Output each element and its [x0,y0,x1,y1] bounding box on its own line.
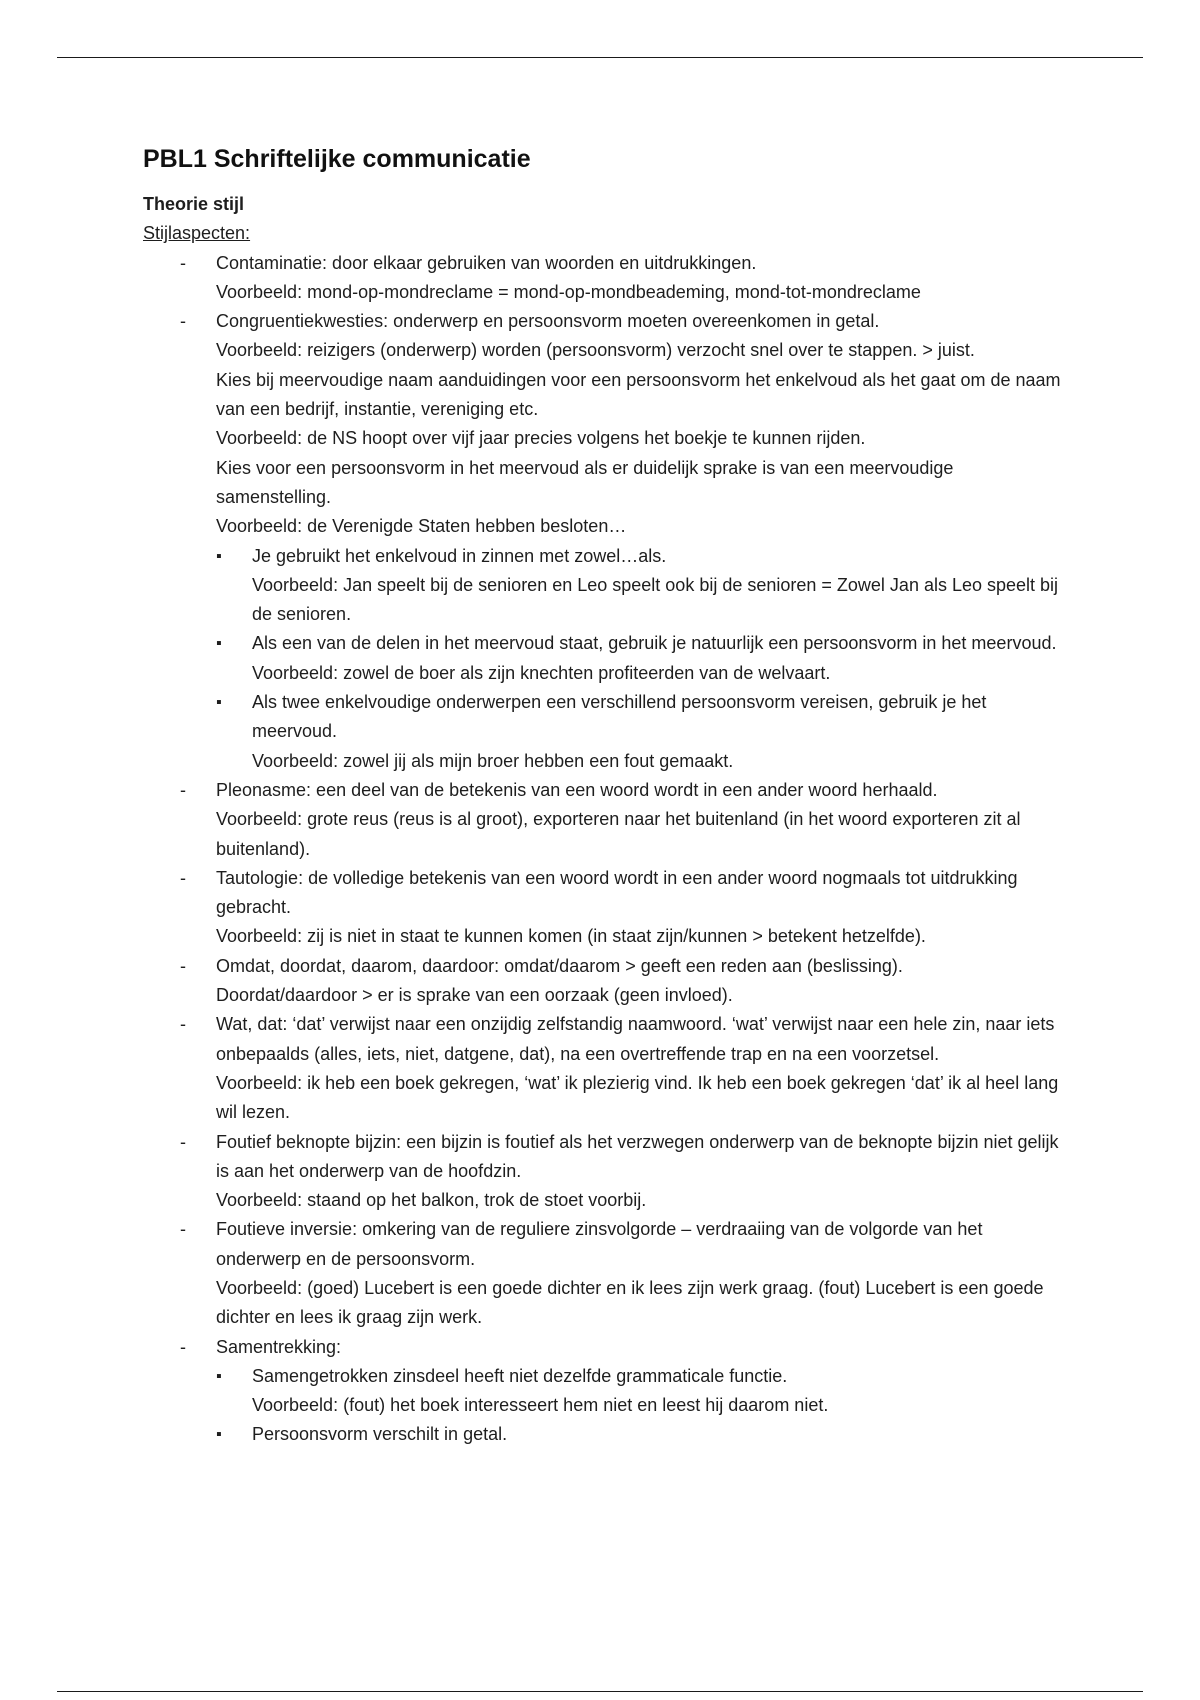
item-line: Voorbeeld: de Verenigde Staten hebben besloten… [216,516,627,537]
item-line: Voorbeeld: grote reus (reus is al groot), exporteren naar het buitenland (in het woord exporteren zit al buitenland). [216,809,1021,859]
sub-item-text: ▪ Samengetrokken zinsdeel heeft niet dezelfde grammaticale functie. [252,1365,788,1386]
item-text: - Samentrekking: [216,1336,342,1357]
item-line: Voorbeeld: reizigers (onderwerp) worden (persoonsvorm) verzocht snel over te stappen. > juist. [216,340,975,361]
sub-item-text: ▪ Je gebruikt het enkelvoud in zinnen met zowel…als. [252,545,667,566]
item-line: Voorbeeld: de NS hoopt over vijf jaar precies volgens het boekje te kunnen rijden. [216,428,866,449]
list-item [143,249,1063,308]
sub-list [216,542,1063,776]
list-item [143,1215,1063,1332]
header-rule [57,57,1143,58]
section-heading: Theorie stijl [143,194,245,214]
sub-list-item [216,1362,1063,1421]
list-item [143,1333,1063,1450]
list-item [143,776,1063,864]
item-text: - Wat, dat: ‘dat’ verwijst naar een onzijdig zelfstandig naamwoord. ‘wat’ verwijst naar een hele zin, naar iets onbepaalds (alles, iets, niet, datgene, dat), na een overtreffende trap en na een voorzetsel. [216,1014,1055,1064]
sub-list-item [216,629,1063,688]
item-text: - Pleonasme: een deel van de betekenis van een woord wordt in een ander woord herhaald. [216,779,938,800]
sub-list [216,1362,1063,1450]
item-text: - Foutief beknopte bijzin: een bijzin is foutief als het verzwegen onderwerp van de beknopte bijzin niet gelijk is aan het onderwerp van de hoofdzin. [216,1131,1059,1181]
item-line: Voorbeeld: (goed) Lucebert is een goede dichter en ik lees zijn werk graag. (fout) Lucebert is een goede dichter en lees ik graag zijn werk. [216,1277,1044,1328]
document-body [143,142,1063,1450]
sub-item-text: ▪ Persoonsvorm verschilt in getal. [252,1424,508,1445]
item-text: - Tautologie: de volledige betekenis van een woord wordt in een ander woord nogmaals tot uitdrukking gebracht. [216,867,1018,918]
sub-list-item [216,542,1063,630]
sub-item-line: Voorbeeld: (fout) het boek interesseert hem niet en leest hij daarom niet. [252,1395,829,1416]
sub-item-text: ▪ Als twee enkelvoudige onderwerpen een verschillend persoonsvorm vereisen, gebruik je het meervoud. [252,692,987,742]
item-line: Kies bij meervoudige naam aanduidingen voor een persoonsvorm het enkelvoud als het gaat om de naam van een bedrijf, instantie, vereniging etc. [216,369,1061,420]
sub-list-item [216,688,1063,776]
subsection-heading: Stijlaspecten: [143,223,251,244]
item-text: - Congruentiekwesties: onderwerp en persoonsvorm moeten overeenkomen in getal. [216,311,880,332]
item-text: - Foutieve inversie: omkering van de reguliere zinsvolgorde – verdraaiing van de volgorde van het onderwerp en de persoonsvorm. [216,1219,983,1269]
sub-item-line: Voorbeeld: zowel jij als mijn broer hebben een fout gemaakt. [252,750,734,771]
item-line: Voorbeeld: staand op het balkon, trok de stoet voorbij. [216,1190,647,1211]
list-item [143,1010,1063,1127]
item-line: Voorbeeld: zij is niet in staat te kunnen komen (in staat zijn/kunnen > betekent hetzelfde). [216,926,926,947]
sub-item-line: Voorbeeld: Jan speelt bij de senioren en Leo speelt ook bij de senioren = Zowel Jan als Leo speelt bij de senioren. [252,574,1059,625]
list-item [143,1128,1063,1216]
style-aspects-list [143,249,1063,1450]
item-line: Voorbeeld: ik heb een boek gekregen, ‘wat’ ik plezierig vind. Ik heb een boek gekregen ‘dat’ ik al heel lang wil lezen. [216,1072,1059,1123]
item-line: Doordat/daardoor > er is sprake van een oorzaak (geen invloed). [216,985,733,1006]
item-text: - Omdat, doordat, daarom, daardoor: omdat/daarom > geeft een reden aan (beslissing). [216,955,903,976]
sub-list-item [216,1420,1063,1449]
list-item [143,307,1063,776]
sub-item-line: Voorbeeld: zowel de boer als zijn knechten profiteerden van de welvaart. [252,662,831,683]
item-line: Voorbeeld: mond-op-mondreclame = mond-op-mondbeademing, mond-tot-mondreclame [216,281,921,302]
sub-item-text: ▪ Als een van de delen in het meervoud staat, gebruik je natuurlijk een persoonsvorm in het meervoud. [252,633,1057,654]
list-item [143,952,1063,1011]
footer-rule [57,1691,1143,1692]
page-title: PBL1 Schriftelijke communicatie [143,145,531,173]
list-item [143,864,1063,952]
item-text: - Contaminatie: door elkaar gebruiken van woorden en uitdrukkingen. [216,252,757,273]
item-line: Kies voor een persoonsvorm in het meervoud als er duidelijk sprake is van een meervoudige samenstelling. [216,457,954,507]
